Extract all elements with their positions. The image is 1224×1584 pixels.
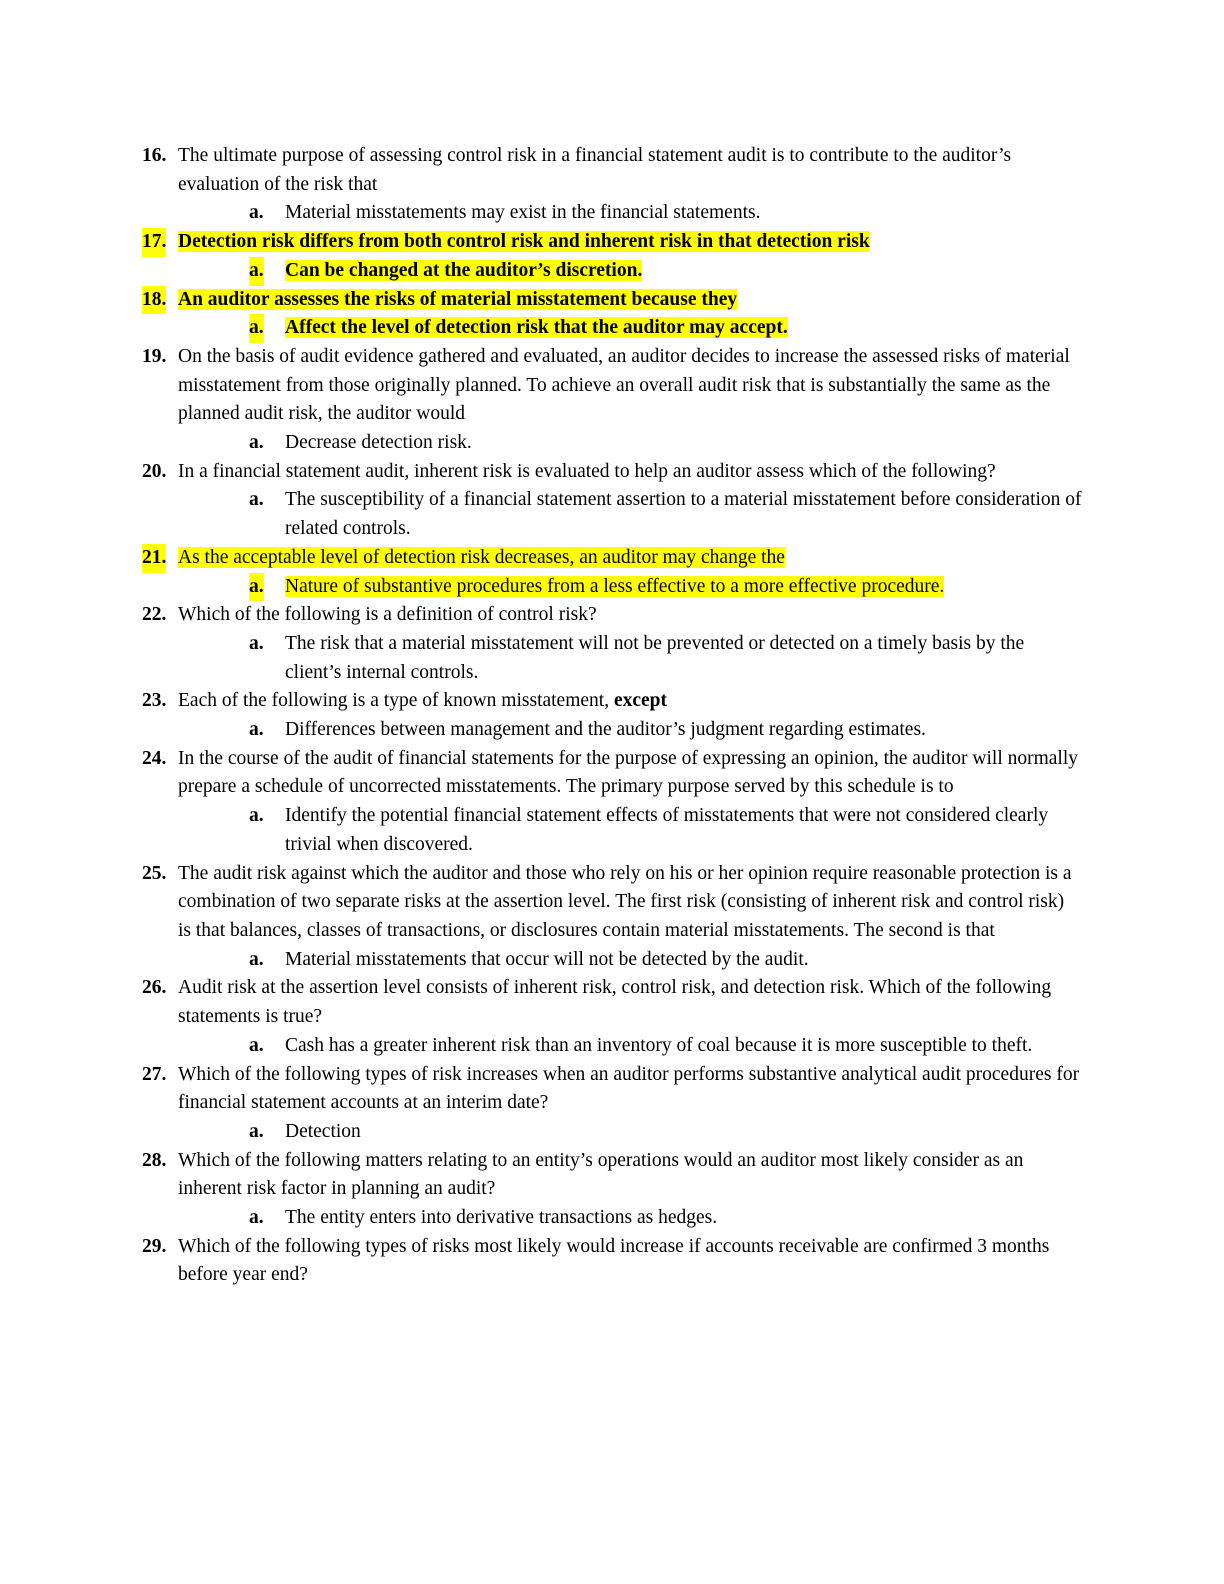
question-28: [142, 1147, 1082, 1204]
question-number: 28.: [142, 1149, 167, 1171]
answer-text: Identify the potential financial statement effects of misstatements that were not considered clearly trivial when discovered.: [285, 805, 1049, 855]
question-25: [142, 860, 1082, 946]
answer-letter: a.: [249, 805, 264, 827]
question-number: 22.: [142, 604, 167, 626]
question-29: [142, 1233, 1082, 1290]
answer-letter: a.: [249, 1207, 264, 1229]
question-text: The audit risk against which the auditor and those who rely on his or her opinion require reasonable protection is a combination of two separate risks at the assertion level. The first risk (consisting of inherent risk and control risk) is that balances, classes of transactions, or disclosures contain material misstatements. The second is that: [178, 862, 1072, 941]
answer-text: Differences between management and the auditor’s judgment regarding estimates.: [285, 719, 926, 741]
answer-28: [249, 1204, 1082, 1233]
answer-text: Decrease detection risk.: [285, 432, 472, 454]
question-number: 21.: [142, 544, 166, 573]
answer-text: The risk that a material misstatement will not be prevented or detected on a timely basis by the client’s internal controls.: [285, 632, 1025, 683]
document-body: [142, 142, 1082, 1290]
answer-16: [249, 199, 1082, 228]
question-number: 16.: [142, 145, 167, 166]
answer-letter: a.: [249, 632, 264, 654]
question-18: [142, 286, 1082, 315]
answer-letter: a.: [249, 948, 264, 970]
answer-text: Nature of substantive procedures from a less effective to a more effective procedure.: [285, 575, 945, 597]
question-number: 19.: [142, 345, 167, 367]
question-24: [142, 745, 1082, 802]
question-21: [142, 544, 1082, 573]
question-text: Each of the following is a type of known misstatement,: [178, 690, 614, 712]
answer-text: Material misstatements that occur will not be detected by the audit.: [285, 948, 809, 970]
question-text: The ultimate purpose of assessing control risk in a financial statement audit is to contribute to the auditor’s evaluation of the risk that: [178, 145, 1012, 195]
answer-18: [249, 314, 1082, 343]
question-text: Which of the following types of risk increases when an auditor performs substantive analytical audit procedures for financial statement accounts at an interim date?: [178, 1063, 1080, 1114]
answer-17: [249, 257, 1082, 286]
answer-letter: a.: [249, 257, 264, 286]
answer-21: [249, 573, 1082, 602]
question-text: An auditor assesses the risks of material misstatement because they: [178, 288, 738, 310]
question-text: Which of the following matters relating to an entity’s operations would an auditor most likely consider as an inherent risk factor in planning an audit?: [178, 1149, 1024, 1200]
question-text: On the basis of audit evidence gathered and evaluated, an auditor decides to increase the assessed risks of material misstatement from those originally planned. To achieve an overall audit risk that is substantially the same as the planned audit risk, the auditor would: [178, 345, 1070, 425]
answer-letter: a.: [249, 202, 264, 224]
question-number: 27.: [142, 1063, 167, 1085]
answer-text: Material misstatements may exist in the financial statements.: [285, 202, 761, 224]
question-number: 17.: [142, 228, 166, 257]
question-emphasis: except: [613, 690, 668, 712]
answer-letter: a.: [249, 432, 264, 454]
question-16: [142, 142, 1082, 199]
answer-23: [249, 716, 1082, 745]
answer-19: [249, 429, 1082, 458]
question-text: Which of the following types of risks most likely would increase if accounts receivable are confirmed 3 months before year end?: [178, 1235, 1050, 1286]
answer-letter: a.: [249, 1034, 264, 1056]
question-19: [142, 343, 1082, 429]
answer-22: [249, 630, 1082, 687]
answer-20: [249, 486, 1082, 543]
answer-letter: a.: [249, 314, 264, 343]
answer-text: The entity enters into derivative transactions as hedges.: [285, 1207, 718, 1229]
answer-letter: a.: [249, 719, 264, 741]
question-27: [142, 1061, 1082, 1118]
question-number: 29.: [142, 1235, 167, 1257]
answer-letter: a.: [249, 489, 264, 511]
question-text: In a financial statement audit, inherent risk is evaluated to help an auditor assess which of the following?: [178, 460, 996, 482]
answer-text: Affect the level of detection risk that the auditor may accept.: [285, 317, 788, 339]
question-text: Audit risk at the assertion level consists of inherent risk, control risk, and detection risk. Which of the following statements is true?: [178, 977, 1052, 1028]
question-number: 25.: [142, 862, 167, 884]
answer-text: Detection: [285, 1120, 361, 1142]
answer-27: [249, 1118, 1082, 1147]
question-number: 23.: [142, 690, 167, 712]
question-number: 20.: [142, 460, 167, 482]
question-text: As the acceptable level of detection risk decreases, an auditor may change the: [178, 546, 785, 568]
answer-24: [249, 802, 1082, 859]
answer-text: The susceptibility of a financial statement assertion to a material misstatement before consideration of related controls.: [285, 489, 1082, 540]
question-number: 24.: [142, 747, 167, 769]
question-17: [142, 228, 1082, 257]
question-text: Which of the following is a definition of control risk?: [178, 604, 597, 626]
question-22: [142, 601, 1082, 630]
answer-text: Cash has a greater inherent risk than an inventory of coal because it is more susceptible to theft.: [285, 1034, 1033, 1056]
question-23: [142, 687, 1082, 716]
question-number: 18.: [142, 286, 166, 315]
question-20: [142, 458, 1082, 487]
question-26: [142, 974, 1082, 1031]
answer-26: [249, 1032, 1082, 1061]
question-text: Detection risk differs from both control risk and inherent risk in that detection risk: [178, 231, 870, 253]
answer-letter: a.: [249, 573, 264, 602]
answer-25: [249, 946, 1082, 975]
question-number: 26.: [142, 977, 167, 999]
answer-letter: a.: [249, 1120, 264, 1142]
question-text: In the course of the audit of financial statements for the purpose of expressing an opinion, the auditor will normally prepare a schedule of uncorrected misstatements. The primary purpose served by this schedule is to: [178, 747, 1079, 798]
answer-text: Can be changed at the auditor’s discretion.: [285, 259, 643, 281]
